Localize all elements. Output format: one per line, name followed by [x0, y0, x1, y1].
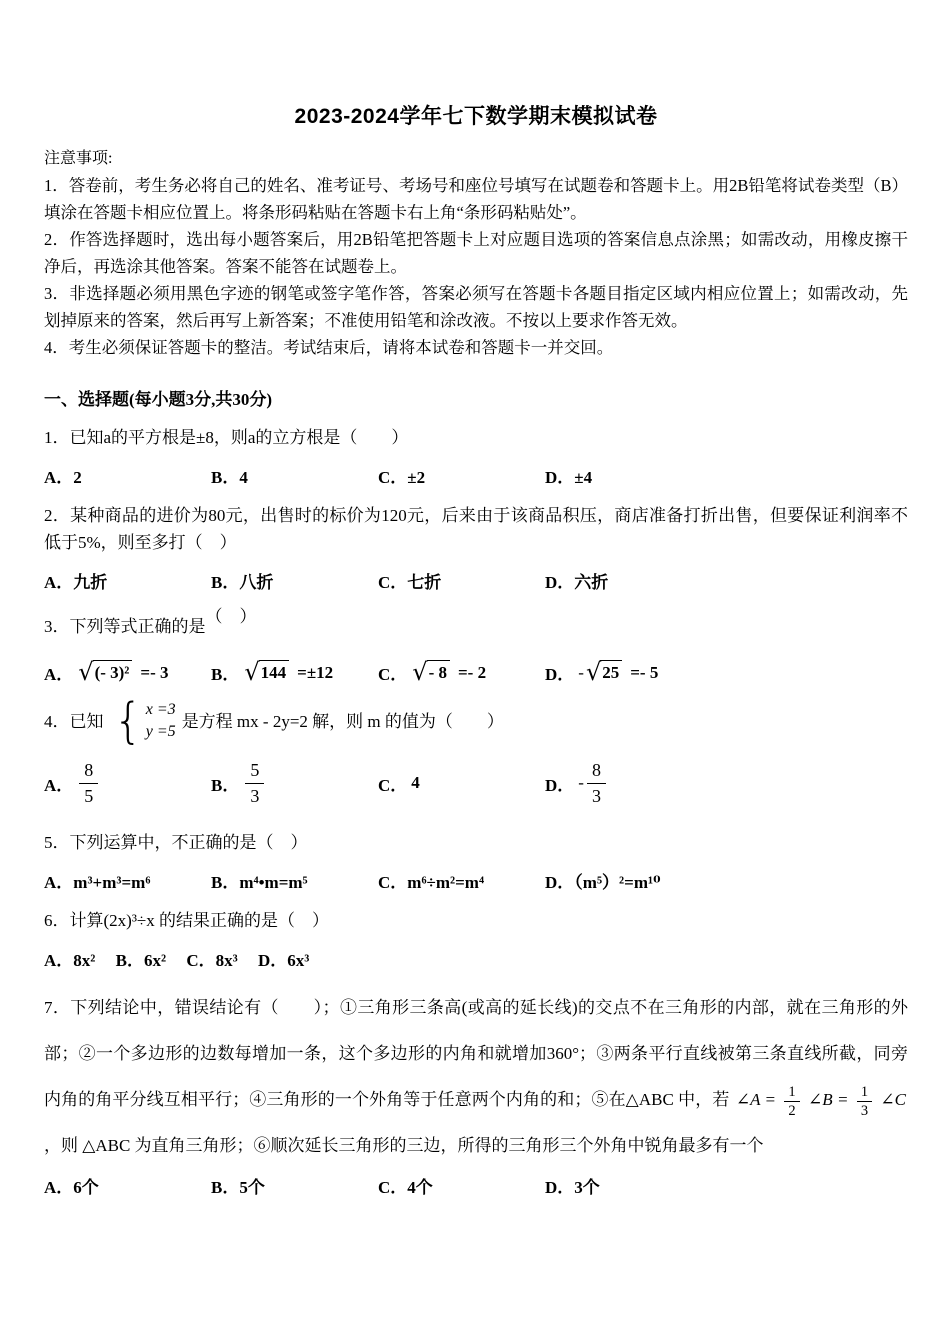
option-value: 4 — [411, 773, 420, 793]
question-2-option-b: B．八折 — [211, 573, 274, 592]
question-4-suffix: 是方程 mx - 2y=2 解，则 m 的值为（ ） — [181, 711, 504, 731]
denominator: 3 — [250, 785, 260, 806]
question-4-option-b — [211, 759, 378, 807]
radical-sign: √ — [244, 658, 260, 686]
question-7-option-b: B．5个 — [211, 1178, 265, 1198]
section-heading: 一、选择题(每小题3分,共30分) — [44, 390, 273, 409]
question-4-prefix: 4．已知 — [44, 711, 104, 731]
question-7-option-d: D．3个 — [545, 1178, 600, 1198]
question-6-options — [44, 946, 908, 971]
notice-item-2: 2．作答选择题时，选出每小题答案后，用2B铅笔把答题卡上对应题目选项的答案信息点涂黑；如需改动，用橡皮擦干净后，再选涂其他答案。答案不能答在试题卷上。 — [44, 230, 908, 276]
numerator: 1 — [857, 1083, 872, 1102]
sqrt-expression — [412, 660, 450, 685]
question-1 — [44, 424, 908, 488]
question-5-option-c: C．m⁶÷m²=m⁴ — [378, 873, 485, 893]
question-3-options — [44, 660, 908, 685]
question-5 — [44, 829, 908, 893]
equation-result: =- 5 — [630, 662, 659, 682]
denominator: 5 — [84, 785, 94, 806]
numerator: 5 — [245, 759, 264, 784]
radical-sign: √ — [412, 658, 428, 686]
question-3-option-d — [545, 660, 658, 685]
angle-a-expression: ∠A = — [735, 1090, 777, 1110]
negative-sign: - — [578, 773, 584, 793]
fraction-one-third — [857, 1083, 872, 1120]
brace-symbol: { — [113, 692, 143, 749]
radicand: (- 3)² — [93, 660, 133, 683]
question-5-option-d: D．（m⁵）²=m¹⁰ — [545, 873, 661, 893]
equation-system — [113, 692, 176, 749]
option-label: C． — [378, 665, 408, 685]
radical-sign: √ — [585, 658, 602, 686]
question-2-stem: 2．某种商品的进价为80元，出售时的标价为120元，后来由于该商品积压，商店准备打折出售，但要保证利润率不低于5%，则至多打（ ） — [44, 506, 908, 552]
question-7-text-3: △ABC 为直角三角形；⑥顺次延长三角形的三边，所得的三角形三个外角中锐角最多有一个 — [82, 1136, 764, 1156]
question-2 — [44, 502, 908, 593]
fraction — [587, 759, 606, 807]
equation-result: =- 3 — [140, 662, 169, 682]
equation-result: =- 2 — [458, 662, 487, 682]
question-4-option-a — [44, 759, 211, 807]
option-label: A． — [44, 665, 74, 685]
option-label: A． — [44, 775, 74, 795]
numerator: 8 — [79, 759, 98, 784]
question-1-option-a: A．2 — [44, 468, 82, 487]
page-title: 2023-2024学年七下数学期末模拟试卷 — [294, 105, 658, 128]
question-7-options — [44, 1173, 908, 1198]
question-6-option-b: B．6x² — [115, 951, 167, 971]
denominator: 3 — [591, 785, 601, 806]
equation-2: y =5 — [145, 723, 176, 741]
radicand: 25 — [600, 660, 622, 683]
question-3-stem-text: 3．下列等式正确的是 — [44, 617, 206, 636]
numerator: 8 — [587, 759, 606, 784]
answer-blank-paren: （ ） — [205, 607, 257, 626]
question-7-text-1: 7．下列结论中，错误结论有（ ）；①三角形三条高(或高的延长线)的交点不在三角形的内部，就在三角形的外部；②一个多边形的边数每增加一条，这个多边形的内角和就增加360°；③两条平行直线被第三条直线所截，同旁内角的角平分线互相平行；④三角形的一个外角等于任意两个内角的和；⑤在△ABC 中，若 — [44, 998, 908, 1110]
question-7-option-a: A．6个 — [44, 1178, 99, 1198]
negative-sign: - — [578, 662, 584, 682]
question-6-option-d: D．6x³ — [257, 951, 310, 971]
sqrt-expression — [586, 660, 622, 685]
option-label: B． — [211, 665, 240, 685]
fraction — [79, 759, 98, 807]
radicand: 144 — [259, 660, 290, 683]
option-label: C． — [378, 775, 408, 795]
question-3-option-b — [211, 660, 378, 685]
question-4-option-d — [545, 759, 608, 807]
question-3-stem — [44, 607, 908, 640]
question-2-option-a: A．九折 — [44, 573, 108, 592]
option-label: D． — [545, 665, 575, 685]
fraction-one-half — [784, 1083, 799, 1120]
angle-b-expression: ∠B = — [807, 1090, 849, 1110]
radical-sign: √ — [78, 658, 94, 686]
question-3-option-a — [44, 660, 211, 685]
question-7-option-c: C．4个 — [378, 1178, 433, 1198]
equation-1: x =3 — [145, 701, 176, 719]
question-4-option-c — [378, 771, 545, 796]
numerator: 1 — [784, 1083, 799, 1102]
question-7-stem — [44, 985, 908, 1169]
angle-c-expression: ∠C — [880, 1090, 907, 1110]
question-5-option-a: A．m³+m³=m⁶ — [44, 873, 151, 893]
notice-item-3: 3．非选择题必须用黑色字迹的钢笔或签字笔作答，答案必须写在答题卡各题目指定区域内相应位置上；如需改动，先划掉原来的答案，然后再写上新答案；不准使用铅笔和涂改液。不按以上要求作答无效。 — [44, 284, 908, 330]
question-6-option-c: C．8x³ — [186, 951, 238, 971]
question-4-options — [44, 759, 908, 807]
radicand: - 8 — [427, 660, 450, 683]
question-1-option-b: B．4 — [211, 468, 248, 487]
denominator: 3 — [860, 1102, 869, 1119]
question-3-option-c — [378, 660, 545, 685]
question-5-options — [44, 868, 908, 893]
question-6-stem: 6．计算(2x)³÷x 的结果正确的是（ ） — [44, 911, 329, 931]
notice-item-1: 1．答卷前，考生务必将自己的姓名、准考证号、考场号和座位号填写在试题卷和答题卡上。用2B铅笔将试卷类型（B）填涂在答题卡相应位置上。将条形码粘贴在答题卡右上角“条形码粘贴处”。 — [44, 176, 908, 222]
notice-section — [44, 146, 908, 361]
question-4-stem — [44, 692, 908, 749]
question-1-option-d: D．±4 — [545, 468, 593, 487]
denominator: 2 — [788, 1102, 796, 1119]
question-3 — [44, 607, 908, 686]
question-7-text-2: ，则 — [44, 1136, 83, 1156]
question-1-options — [44, 463, 908, 488]
question-2-options — [44, 568, 908, 593]
sqrt-expression — [244, 660, 289, 685]
option-label: D． — [545, 775, 575, 795]
question-7 — [44, 985, 908, 1198]
question-1-option-c: C．±2 — [378, 468, 426, 487]
question-2-option-c: C．七折 — [378, 573, 442, 592]
question-6-option-a: A．8x² — [44, 951, 96, 971]
question-5-option-b: B．m⁴•m=m⁵ — [211, 873, 308, 893]
question-1-stem: 1．已知a的平方根是±8，则a的立方根是（ ） — [44, 428, 409, 447]
question-2-option-d: D．六折 — [545, 573, 609, 592]
notice-item-4: 4．考生必须保证答题卡的整洁。考试结束后，请将本试卷和答题卡一并交回。 — [44, 338, 614, 357]
question-6 — [44, 907, 908, 971]
option-label: B． — [211, 775, 240, 795]
question-4 — [44, 692, 908, 807]
sqrt-expression — [78, 660, 132, 685]
question-5-stem: 5．下列运算中，不正确的是（ ） — [44, 833, 308, 853]
fraction — [245, 759, 264, 807]
notice-heading: 注意事项: — [44, 150, 113, 167]
equation-result: =±12 — [297, 662, 334, 682]
system-equations — [143, 699, 176, 743]
